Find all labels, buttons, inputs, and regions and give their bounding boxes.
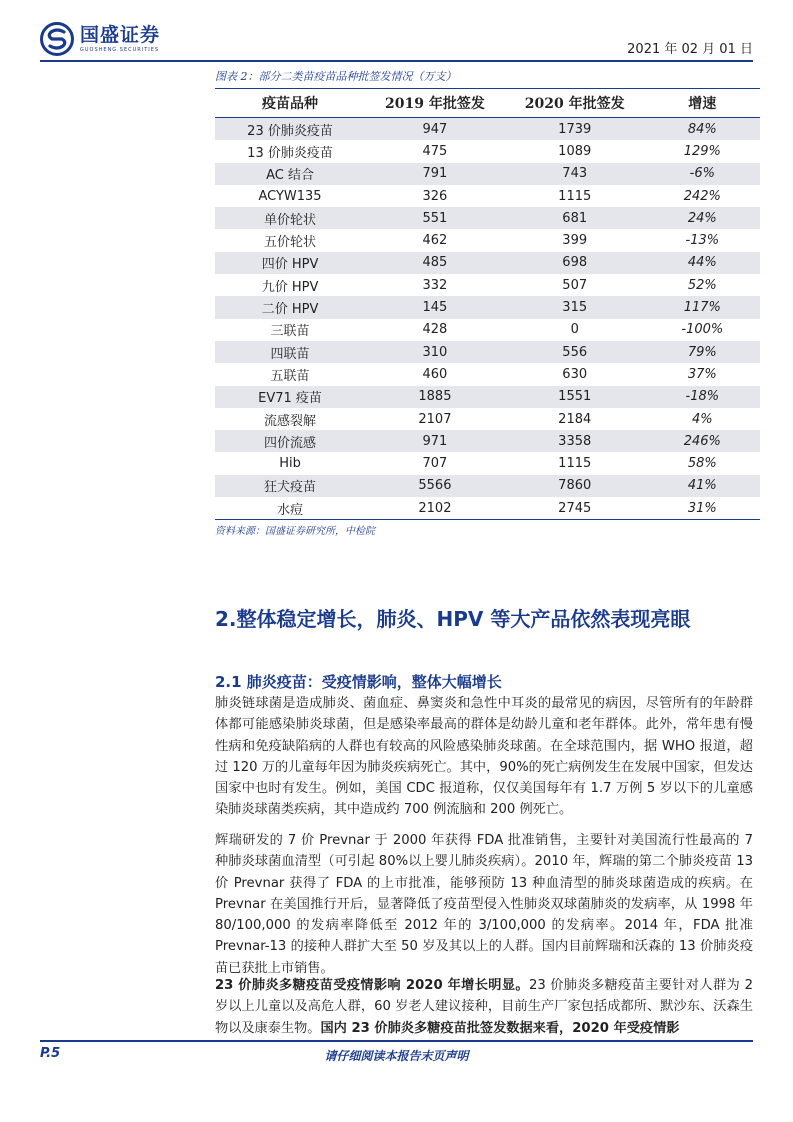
table-row — [215, 386, 760, 408]
brand-name-cn: 国盛证券 — [80, 24, 161, 46]
cell-2019: 485 — [365, 252, 505, 274]
table-row — [215, 408, 760, 430]
paragraph-prevnar: 辉瑞研发的 7 价 Prevnar 于 2000 年获得 FDA 批准销售，主要针对美国流行性最高的 7 种肺炎球菌血清型（可引起 80%以上婴儿肺炎疾病）。2010 年，辉瑞的第二个肺炎疫苗 13 价 Prevnar 获得了 FDA 的上市批准，能够预防 13 种血清型的肺炎球菌造成的疾病。在 Prevnar 在美国推行开后，显著降低了疫苗型侵入性肺炎双球菌肺炎的发病率，从 1998 年 80/100,000 的发病率降低至 2012 年的 3/100,000 的发病率。2014 年，FDA 批准 Prevnar-13 的接种人群扩大至 50 岁及其以上的人群。国内目前辉瑞和沃森的 13 价肺炎疫苗已获批上市销售。 — [215, 833, 753, 976]
cell-vaccine: 13 价肺炎疫苗 — [247, 145, 333, 161]
cell-2020: 556 — [505, 341, 645, 363]
table-row — [215, 252, 760, 274]
table-row — [215, 163, 760, 185]
cell-growth: 44% — [645, 252, 760, 274]
cell-2020: 3358 — [505, 430, 645, 452]
cell-vaccine: 23 价肺炎疫苗 — [215, 118, 365, 141]
cell-2019: 2107 — [418, 411, 452, 427]
vaccine-batch-table — [215, 88, 760, 520]
cell-2019: 551 — [365, 207, 505, 229]
cell-2019: 947 — [365, 118, 505, 141]
cell-2019: 326 — [422, 188, 448, 204]
cell-2020: 1551 — [505, 386, 645, 408]
cell-vaccine: 四联苗 — [215, 341, 365, 363]
cell-growth: 117% — [645, 296, 760, 318]
cell-growth: -18% — [645, 386, 760, 408]
cell-vaccine: 水痘 — [215, 497, 365, 520]
table-row — [215, 140, 760, 162]
cell-2020: 1115 — [558, 188, 592, 204]
table-source: 资料来源：国盛证券研究所，中检院 — [215, 526, 375, 537]
table-row — [215, 229, 760, 251]
cell-vaccine: 三联苗 — [270, 324, 310, 340]
table-row — [215, 296, 760, 318]
column-header-vaccine: 疫苗品种 — [215, 89, 365, 118]
cell-vaccine: 四价流感 — [215, 430, 365, 452]
cell-growth: 242% — [683, 188, 721, 204]
cell-growth: 84% — [645, 118, 760, 141]
column-header-growth: 增速 — [645, 89, 760, 118]
cell-vaccine: 流感裂解 — [264, 413, 317, 429]
cell-growth: 24% — [645, 207, 760, 229]
table-row — [215, 497, 760, 520]
cell-2020: 743 — [505, 163, 645, 185]
subsection-heading: 2.1 肺炎疫苗：受疫情影响，整体大幅增长 — [215, 673, 502, 691]
cell-growth: -13% — [685, 233, 720, 249]
column-header-2020: 2020 年批签发 — [505, 89, 645, 118]
cell-vaccine: AC 结合 — [215, 163, 365, 185]
cell-growth: 129% — [683, 143, 721, 159]
cell-vaccine: 四价 HPV — [215, 252, 365, 274]
page-header — [0, 0, 793, 62]
cell-2020: 507 — [562, 277, 588, 293]
report-date: 2021 年 02 月 01 日 — [627, 42, 753, 57]
cell-2020: 7860 — [505, 475, 645, 497]
cell-2019: 707 — [422, 456, 448, 472]
cell-2019: 475 — [422, 143, 448, 159]
table-row — [215, 319, 760, 341]
cell-growth: 246% — [645, 430, 760, 452]
cell-vaccine: 九价 HPV — [261, 279, 319, 295]
table-row — [215, 274, 760, 296]
cell-2019: 791 — [365, 163, 505, 185]
cell-vaccine: 二价 HPV — [215, 296, 365, 318]
cell-vaccine: ACYW135 — [258, 188, 322, 204]
cell-vaccine: 狂犬疫苗 — [215, 475, 365, 497]
table-row — [215, 207, 760, 229]
cell-2020: 2184 — [558, 411, 592, 427]
cell-2019: 428 — [422, 322, 448, 338]
cell-2019: 5566 — [365, 475, 505, 497]
cell-2019: 971 — [365, 430, 505, 452]
cell-2019: 460 — [422, 366, 448, 382]
cell-2019: 2102 — [365, 497, 505, 520]
cell-2020: 1089 — [558, 143, 592, 159]
cell-growth: 58% — [687, 456, 717, 472]
cell-vaccine: Hib — [279, 456, 301, 472]
cell-2020: 399 — [562, 233, 588, 249]
paragraph-23-valent-text: 23 价肺炎多糖疫苗主要针对人群为 2 岁以上儿童以及高危人群，60 岁老人建议接种，目前生产厂家包括成都所、默沙东、沃森生物以及康泰生物。 — [215, 978, 754, 1036]
cell-2020: 315 — [505, 296, 645, 318]
cell-vaccine: EV71 疫苗 — [215, 386, 365, 408]
table-row — [215, 185, 760, 207]
page-number: P.5 — [40, 1046, 61, 1061]
column-header-2019: 2019 年批签发 — [365, 89, 505, 118]
cell-growth: 37% — [687, 366, 717, 382]
guosheng-logo-icon — [40, 22, 74, 56]
cell-2020: 698 — [505, 252, 645, 274]
paragraph-23-valent — [215, 975, 753, 1039]
cell-2020: 630 — [562, 366, 588, 382]
cell-2020: 0 — [570, 322, 579, 338]
table-row — [215, 341, 760, 363]
cell-2019: 462 — [422, 233, 448, 249]
cell-growth: 4% — [691, 411, 713, 427]
table-header-row — [215, 89, 760, 118]
cell-vaccine: 五联苗 — [270, 368, 310, 384]
brand-logo — [40, 22, 160, 56]
table-caption: 图表 2：部分二类苗疫苗品种批签发情况（万支） — [215, 70, 457, 83]
cell-growth: -100% — [681, 322, 724, 338]
cell-growth: -6% — [645, 163, 760, 185]
footer-disclaimer: 请仔细阅读本报告末页声明 — [324, 1049, 469, 1063]
highlight-23-valent: 23 价肺炎多糖疫苗受疫情影响 2020 年增长明显。 — [215, 978, 529, 993]
cell-2019: 310 — [365, 341, 505, 363]
table-row — [215, 475, 760, 497]
cell-2019: 145 — [365, 296, 505, 318]
header-divider — [40, 60, 753, 62]
brand-name-en: GUOSHENG SECURITIES — [80, 47, 160, 53]
cell-growth: 52% — [687, 277, 717, 293]
cell-2019: 1885 — [365, 386, 505, 408]
table-row — [215, 430, 760, 452]
section-heading: 2.整体稳定增长，肺炎、HPV 等大产品依然表现亮眼 — [215, 607, 691, 631]
cell-2020: 2745 — [505, 497, 645, 520]
cell-vaccine: 单价轮状 — [215, 207, 365, 229]
highlight-batch-data: 国内 23 价肺炎多糖疫苗批签发数据来看，2020 年受疫情影 — [320, 1020, 680, 1036]
table-row — [215, 452, 760, 474]
cell-2020: 1739 — [505, 118, 645, 141]
cell-growth: 31% — [645, 497, 760, 520]
cell-vaccine: 五价轮状 — [264, 235, 317, 251]
cell-2020: 681 — [505, 207, 645, 229]
paragraph-pneumococcus: 肺炎链球菌是造成肺炎、菌血症、鼻窦炎和急性中耳炎的最常见的病因，尽管所有的年龄群体都可能感染肺炎球菌，但是感染率最高的群体是幼龄儿童和老年群体。此外，常年患有慢性病和免疫缺陷病的人群也有较高的风险感染肺炎球菌。在全球范围内，据 WHO 报道，超过 120 万的儿童每年因为肺炎疾病死亡。其中，90%的死亡病例发生在发展中国家，但发达国家中也时有发生。例如，美国 CDC 报道称，仅仅美国每年有 1.7 万例 5 岁以下的儿童感染肺炎球菌类疾病，其中造成约 700 例流脑和 200 例死亡。 — [215, 696, 753, 818]
cell-2020: 1115 — [558, 456, 592, 472]
cell-growth: 79% — [645, 341, 760, 363]
footer-divider — [40, 1040, 753, 1042]
cell-growth: 41% — [645, 475, 760, 497]
table-row — [215, 363, 760, 385]
cell-2019: 332 — [422, 277, 448, 293]
table-row — [215, 118, 760, 141]
